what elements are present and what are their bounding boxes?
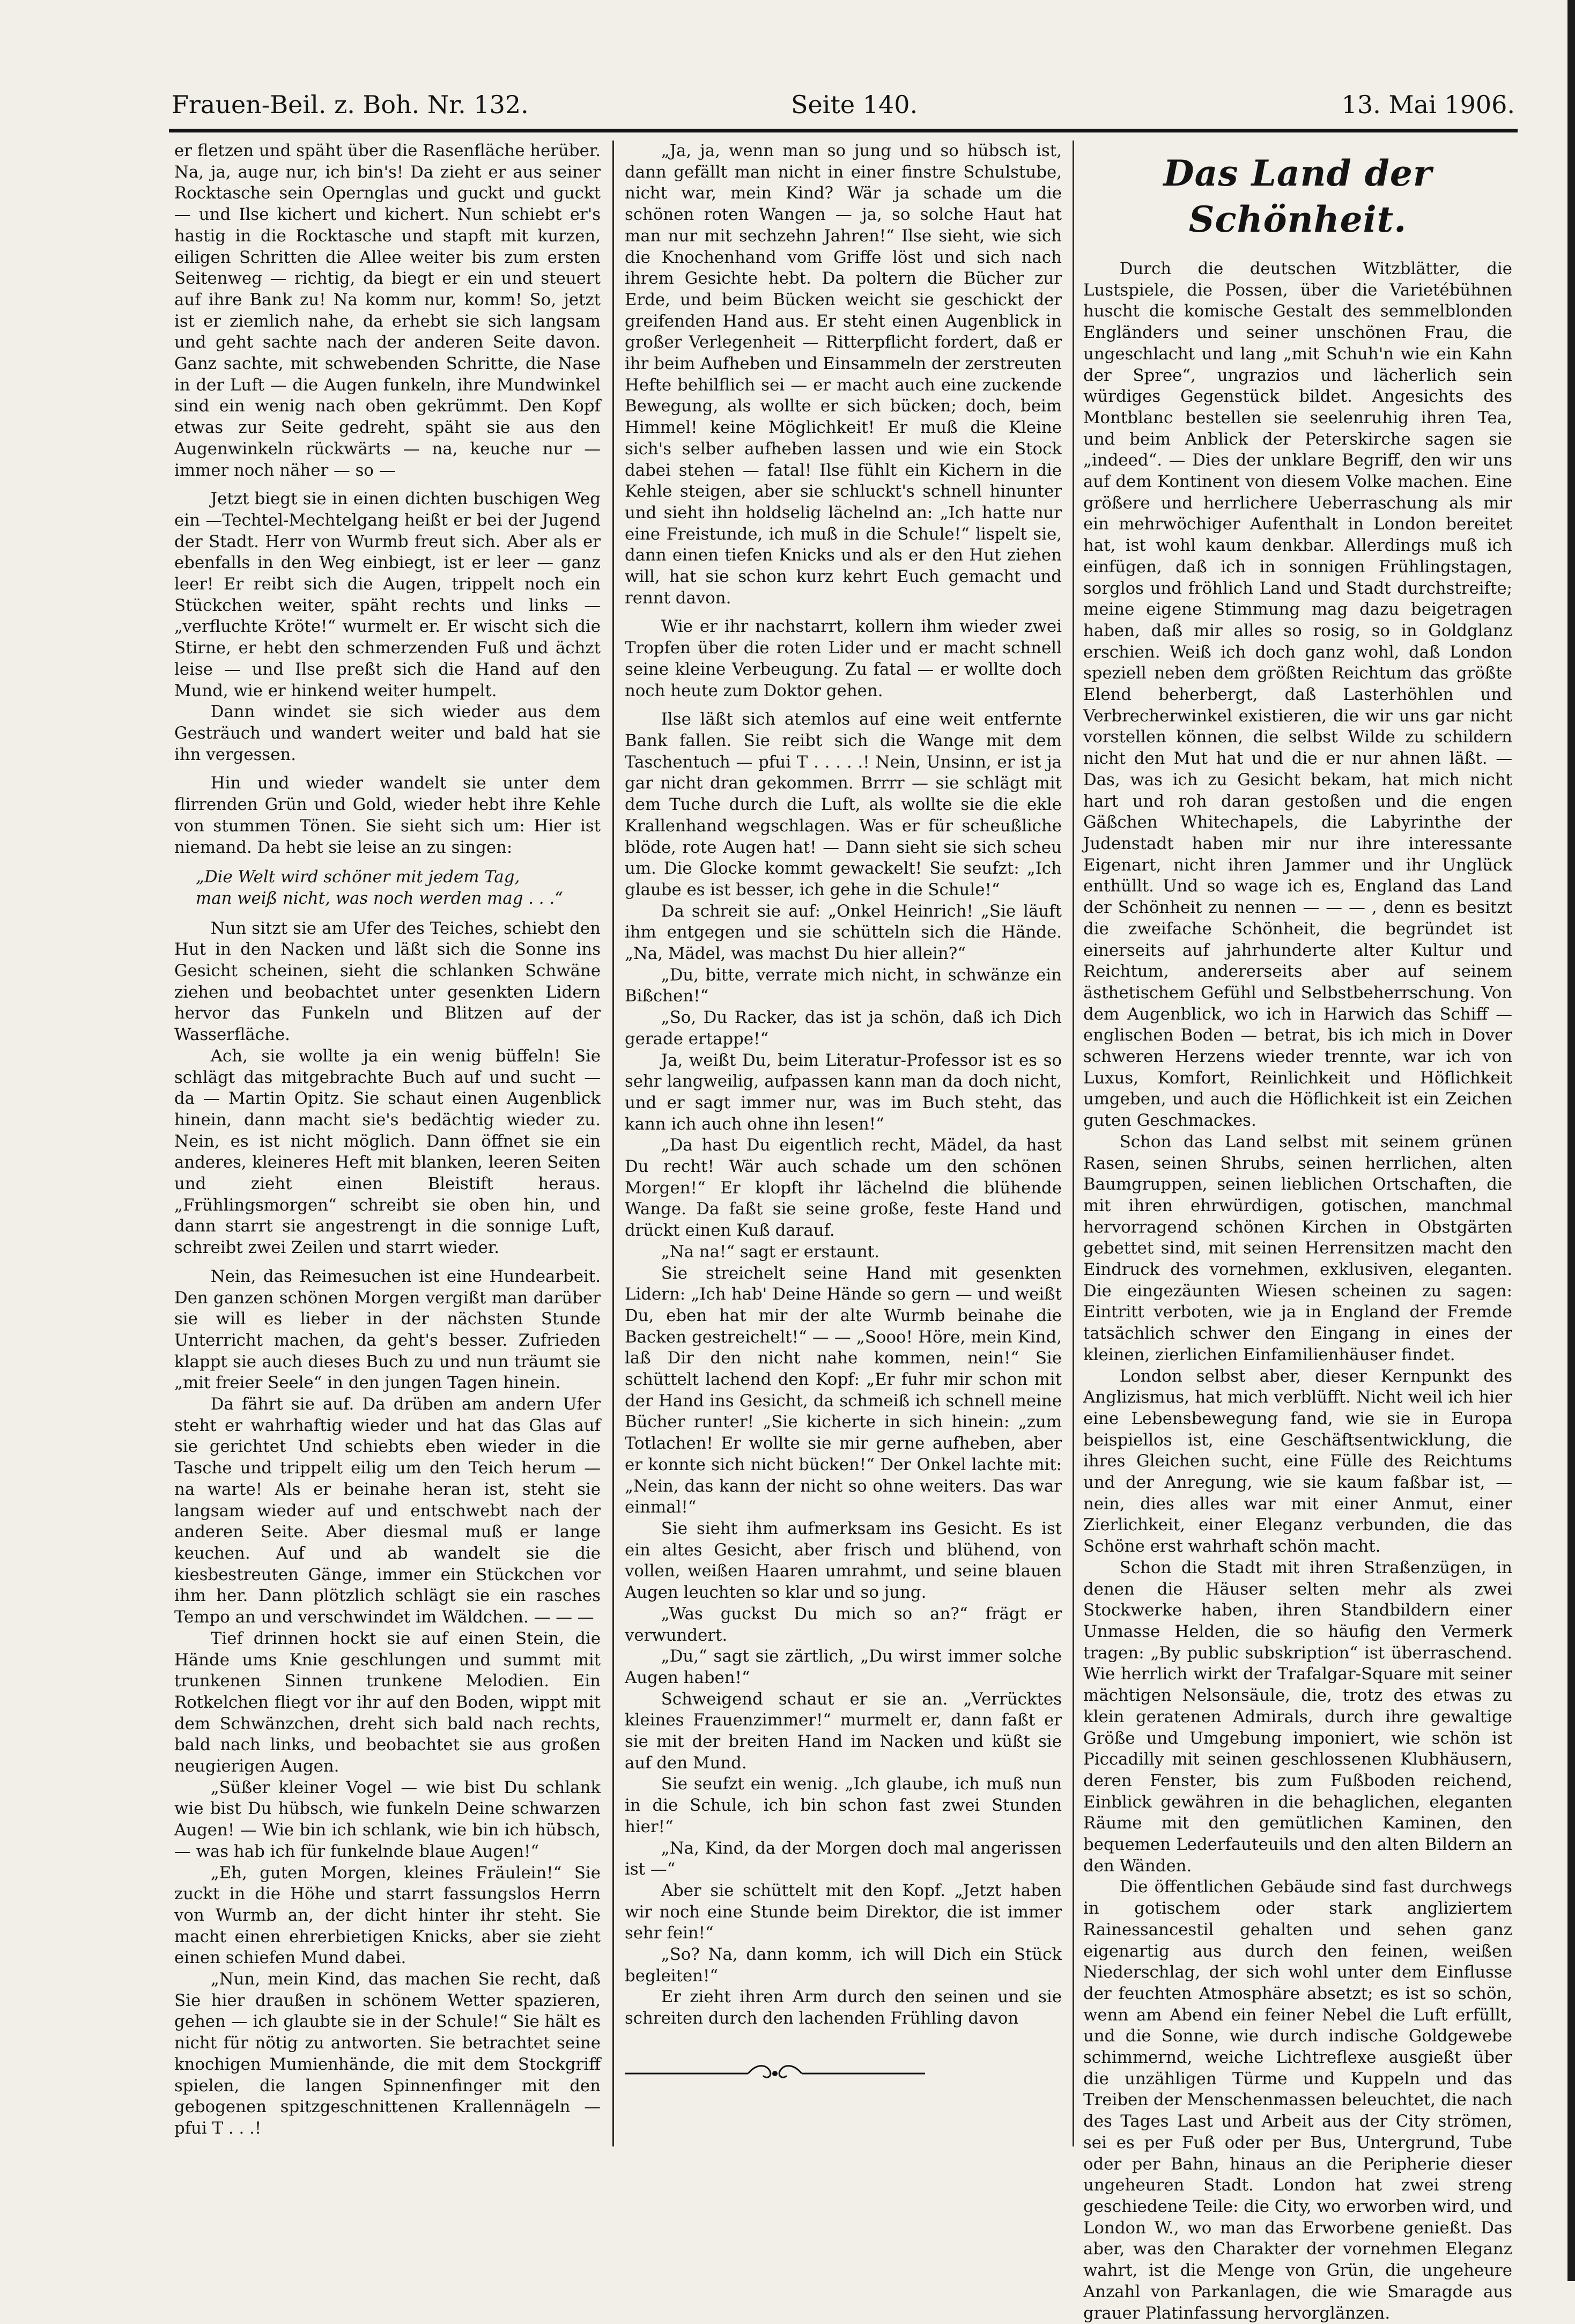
paragraph: „Da hast Du eigentlich recht, Mädel, da hast Du recht! Wär auch schade um den schönen Morgen!“ Er klopft ihr lächelnd die blühende Wange. Da faßt sie seine große, feste Hand und drückt einen Kuß darauf. — [625, 1135, 1062, 1241]
verse-line: „Die Welt wird schöner mit jedem Tag, — [196, 867, 520, 887]
column-1 — [174, 141, 601, 2139]
paragraph: „Was guckst Du mich so an?“ frägt er verwundert. — [625, 1604, 1062, 1645]
paragraph: „Du,“ sagt sie zärtlich, „Du wirst immer solche Augen haben!“ — [625, 1647, 1062, 1687]
paragraph: „Süßer kleiner Vogel — wie bist Du schlank wie bist Du hübsch, wie funkeln Deine schwarzen Augen! — Wie bin ich schlank, wie bin ich hübsch, — was hab ich für funkelnde blaue Augen!“ — [174, 1777, 601, 1861]
paragraph: Schon das Land selbst mit seinem grünen Rasen, seinen Shrubs, seinen herrlichen, alten Baumgruppen, seinen lieblichen Ortschaften, die mit ihren ehrwürdigen, gotischen, manchmal hervorragend schönen Kirchen in Obstgärten gebettet sind, mit seinen Herrensitzen macht den Eindruck des vornehmen, exklusiven, eleganten. Die eingezäunten Wiesen scheinen zu sagen: Eintritt verboten, wie ja in England der Fremde tatsächlich schwer den Eingang in eines der kleinen, zierlichen Einfamilienhäuser findet. — [1083, 1132, 1512, 1364]
paragraph: Dann windet sie sich wieder aus dem Gesträuch und wandert weiter und bald hat sie ihn vergessen. — [174, 702, 601, 764]
paragraph: Er zieht ihren Arm durch den seinen und sie schreiten durch den lachenden Frühling davon — [625, 1987, 1062, 2028]
column-3 — [1083, 141, 1512, 2324]
paragraph: Nein, das Reimesuchen ist eine Hundearbeit. Den ganzen schönen Morgen vergißt man darüber sie will es lieber in der nächsten Stunde Unterricht machen, da geht's besser. Zufrieden klappt sie auch dieses Buch zu und nun träumt sie „mit freier Seele“ in den jungen Tagen hinein. — [174, 1266, 601, 1393]
column-divider-2 — [1073, 141, 1074, 2146]
paragraph: Durch die deutschen Witzblätter, die Lustspiele, die Possen, über die Varietébühnen huscht die komische Gestalt des semmelblonden Engländers und seiner unschönen Frau, die ungeschlacht und lang „mit Schuh'n wie ein Kahn der Spree“, ungrazios und lächerlich sein würdiges Gegenstück bildet. Angesichts des Montblanc bestellen sie seelenruhig ihren Tea, und beim Anblick der Peterskirche sagen sie „indeed“. — Dies der unklare Begriff, den wir uns auf dem Kontinent von diesem Volke machen. Eine größere und herrlichere Ueberraschung als mir ein mehrwöchiger Aufenthalt in London bereitet hat, ist wohl kaum denkbar. Allerdings muß ich einfügen, daß ich in sonnigen Frühlingstagen, sorglos und fröhlich Land und Stadt durchstreifte; meine eigene Stimmung mag dazu beigetragen haben, daß mir alles so rosig, so in Goldglanz erschien. Weiß ich doch ganz wohl, daß London speziell neben dem größten Reichtum das größte Elend beherbergt, daß Lasterhöhlen und Verbrecherwinkel existieren, die wir uns gar nicht vorstellen können, die selbst Wilde zu schildern nicht den Mut hat und die er nur ahnen läßt. — Das, was ich zu Gesicht bekam, hat mich nicht hart und roh daran gestoßen und die engen Gäßchen Whitechapels, die Labyrinthe der Judenstadt haben mir nur ihre interessante Eigenart, nicht ihren Jammer und ihr Unglück enthüllt. Und so wage ich es, England das Land der Schönheit zu nennen — — — , denn es besitzt die zweifache Schönheit, die begründet ist einerseits auf jahrhunderte alter Kultur und Reichtum, andererseits aber auf seinem ästhetischem Gefühl und Selbstbeherrschung. Von dem Augenblick, wo ich in Harwich das Schiff — englischen Boden — betrat, bis ich mich in Dover schweren Herzens wieder trennte, war ich von Luxus, Komfort, Reinlichkeit und Höflichkeit umgeben, und auch die Höflichkeit ist ein Zeichen guten Geschmackes. — [1083, 259, 1512, 1131]
paragraph: „So, Du Racker, das ist ja schön, daß ich Dich gerade ertappe!“ — [625, 1008, 1062, 1049]
paragraph: Ilse läßt sich atemlos auf eine weit entfernte Bank fallen. Sie reibt sich die Wange mit dem Taschentuch — pfui T . . . . .! Nein, Unsinn, er ist ja gar nicht dran gekommen. Brrrr — sie schlägt mit dem Tuche durch die Luft, als wollte sie die ekle Krallenhand wegschlagen. Was er für scheußliche blöde, rote Augen hat! — Dann sieht sie sich scheu um. Die Glocke kommt gewackelt! Sie seufzt: „Ich glaube es ist besser, ich gehe in die Schule!“ — [625, 710, 1062, 899]
paragraph: „Eh, guten Morgen, kleines Fräulein!“ Sie zuckt in die Höhe und starrt fassungslos Herrn von Wurmb an, der dicht hinter ihr steht. Sie macht einen ehrerbietigen Knicks, aber sie zieht einen schiefen Mund dabei. — [174, 1863, 601, 1968]
paragraph: Nun sitzt sie am Ufer des Teiches, schiebt den Hut in den Nacken und läßt sich die Sonne ins Gesicht scheinen, sieht die schlanken Schwäne ziehen und beobachtet unter gesenkten Lidern hervor das Funkeln und Blitzen auf der Wasserfläche. — [174, 918, 601, 1045]
paragraph: Sie streichelt seine Hand mit gesenkten Lidern: „Ich hab' Deine Hände so gern — und weißt Du, eben hat mir der alte Wurmb beinahe die Backen gestreichelt!“ — — „Sooo! Höre, mein Kind, laß Dir den nicht nahe kommen, nein!“ Sie schüttelt lachend den Kopf: „Er fuhr mir schon mit der Hand ins Gesicht, da schmeiß ich schnell meine Bücher runter! „Sie kicherte in sich hinein: „zum Totlachen! Er wollte sie mir gerne aufheben, aber er konnte sich nicht bücken!“ Der Onkel lachte mit: „Nein, das kann der nicht so ohne weiters. Das war einmal!“ — [625, 1263, 1062, 1517]
paragraph: Aber sie schüttelt mit den Kopf. „Jetzt haben wir noch eine Stunde beim Direktor, die ist immer sehr fein!“ — [625, 1880, 1062, 1943]
end-ornament — [625, 2063, 925, 2084]
paragraph: Ach, sie wollte ja ein wenig büffeln! Sie schlägt das mitgebrachte Buch auf und sucht — da — Martin Opitz. Sie schaut einen Augenblick hinein, dann macht sie's bedächtig wieder zu. Nein, es ist nicht möglich. Dann öffnet sie ein anderes, kleineres Heft mit blanken, leeren Seiten und zieht einen Bleistift heraus. „Frühlingsmorgen“ schreibt sie oben hin, und dann starrt sie angestrengt in die sonnige Luft, schreibt zwei Zeilen und starrt wieder. — [174, 1046, 601, 1258]
verse-line: man weiß nicht, was noch werden mag . . .“ — [196, 888, 563, 908]
paragraph: Da fährt sie auf. Da drüben am andern Ufer steht er wahrhaftig wieder und hat das Glas auf sie gerichtet Und schiebts eben wieder in die Tasche und trippelt eilig um den Teich herum — na warte! Als er beinahe heran ist, steht sie langsam wieder auf und entschwebt nach der anderen Seite. Aber diesmal muß er lange keuchen. Auf und ab wandelt sie die kiesbestreuten Gänge, immer ein Stückchen vor ihm her. Dann plötzlich schlägt sie ein rasches Tempo an und verschwindet im Wäldchen. — — — — [174, 1395, 601, 1627]
paragraph: „Na na!“ sagt er erstaunt. — [661, 1242, 880, 1261]
paragraph: „Ja, ja, wenn man so jung und so hübsch ist, dann gefällt man nicht in einer finstre Schulstube, nicht war, mein Kind? Wär ja schade um die schönen roten Wangen — ja, so solche Haut hat man nur mit sechzehn Jahren!“ Ilse sieht, wie sich die Knochenhand vom Griffe löst und sich nach ihrem Gesichte hebt. Da poltern die Bücher zur Erde, und beim Bücken weicht sie geschickt der greifenden Hand aus. Er steht einen Augenblick in großer Verlegenheit — Ritterpflicht fordert, daß er ihr beim Aufheben und Einsammeln der zerstreuten Hefte behilflich sei — er macht auch eine zuckende Bewegung, als wollte er sich bücken; doch, beim Himmel! keine Möglichkeit! Er muß die Kleine sich's selber aufheben lassen und wie ein Stock dabei stehen — fatal! Ilse fühlt ein Kichern in die Kehle steigen, aber sie schluckt's schnell hinunter und sieht ihn holdselig lächelnd an: „Ich hatte nur eine Freistunde, ich muß in die Schule!“ lispelt sie, dann einen tiefen Knicks und als er den Hut ziehen will, hat sie schon kurz kehrt Euch gemacht und rennt davon. — [625, 141, 1062, 608]
paragraph: Die öffentlichen Gebäude sind fast durchwegs in gotischem oder stark angliziertem Rainessancestil gehalten und sehen ganz eigenartig aus durch den feinen, weißen Niederschlag, der sich wohl unter dem Einflusse der feuchten Atmosphäre absetzt; es ist so schön, wenn am Abend ein feiner Nebel die Luft erfüllt, und die Sonne, wie durch indische Goldgewebe schimmernd, weiche Lichtreflexe ausgießt über die unzähligen Türme und Kuppeln und das Treiben der Menschenmassen beleuchtet, die nach des Tages Last und Arbeit aus der City strömen, sei es per Fuß oder per Bus, Untergrund, Tube oder per Bahn, hinaus an die Peripherie dieser ungeheuren Stadt. London hat zwei streng geschiedene Teile: die City, wo erworben wird, und London W., wo man das Erworbene genießt. Das aber, was den Charakter der vornehmen Eleganz wahrt, ist die Menge von Grün, die ungeheure Anzahl von Parkanlagen, die wie Smaragde aus grauer Platinfassung hervorglänzen. — [1083, 1877, 1512, 2323]
paragraph: „Na, Kind, da der Morgen doch mal angerissen ist —“ — [625, 1838, 1062, 1879]
paragraph: er fletzen und späht über die Rasenfläche herüber. Na, ja, auge nur, ich bin's! Da zieht er aus seiner Rocktasche sein Opernglas und guckt und guckt — und Ilse kichert und kichert. Nun schiebt er's hastig in die Rocktasche und stapft mit kurzen, eiligen Schritten die Allee weiter bis zum ersten Seitenweg — richtig, da biegt er ein und steuert auf ihre Bank zu! Na komm nur, komm! So, jetzt ist er ziemlich nahe, da erhebt sie sich langsam und geht sachte nach der anderen Seite davon. Ganz sachte, mit schwebenden Schritte, die Nase in der Luft — die Augen funkeln, ihre Mundwinkel sind ein wenig nach oben gekrümmt. Den Kopf etwas zur Seite gedreht, späht sie aus den Augenwinkeln rückwärts — na, keuche nur — immer noch näher — so — — [174, 141, 601, 480]
header-page-number: Seite 140. — [791, 90, 918, 119]
paragraph: Wie er ihr nachstarrt, kollern ihm wieder zwei Tropfen über die roten Lider und er macht schnell seine kleine Verbeugung. Zu fatal — er wollte doch noch heute zum Doktor gehen. — [625, 617, 1062, 700]
page-header — [172, 80, 1515, 129]
paragraph: Da schreit sie auf: „Onkel Heinrich! „Sie läuft ihm entgegen und sie schütteln sich die Hände. „Na, Mädel, was machst Du hier allein?“ — [625, 901, 1062, 964]
song-verse — [196, 867, 601, 909]
paragraph: Tief drinnen hockt sie auf einen Stein, die Hände ums Knie geschlungen und summt mit trunkenen Sinnen trunkene Melodien. Ein Rotkelchen fliegt vor ihr auf den Boden, wippt mit dem Schwänzchen, dreht sich bald nach rechts, bald nach links, und beobachtet sie aus großen neugierigen Augen. — [174, 1628, 601, 1776]
paragraph: Schweigend schaut er sie an. „Verrücktes kleines Frauenzimmer!“ murmelt er, dann faßt er sie mit der breiten Hand im Nacken und küßt sie auf den Mund. — [625, 1689, 1062, 1773]
scan-edge — [1567, 0, 1575, 2281]
header-publication: Frauen-Beil. z. Boh. Nr. 132. — [172, 90, 529, 119]
paragraph: Ja, weißt Du, beim Literatur-Professor ist es so sehr langweilig, aufpassen kann man da doch nicht, und er sagt immer nur, was im Buch steht, das kann ich auch ohne ihn lesen!“ — [625, 1050, 1062, 1134]
header-rule — [169, 129, 1518, 132]
paragraph: London selbst aber, dieser Kernpunkt des Anglizismus, hat mich verblüfft. Nicht weil ich hier eine Lebensbewegung fand, wie sie in Europa beispiellos ist, eine Geschäftsentwicklung, die ihres Gleichen sucht, eine Fülle des Reichtums und der Anregung, wie sie kaum faßbar ist, — nein, dies alles war mit einer Anmut, einer Zierlichkeit, einer Eleganz verbunden, die das Schöne erst wahrhaft schön macht. — [1083, 1366, 1512, 1556]
column-2 — [625, 141, 1062, 2090]
paragraph: „Du, bitte, verrate mich nicht, in schwänze ein Bißchen!“ — [625, 965, 1062, 1006]
article-title: Das Land der Schönheit. — [1163, 152, 1432, 240]
column-divider-1 — [612, 141, 614, 2146]
paragraph: „So? Na, dann komm, ich will Dich ein Stück begleiten!“ — [625, 1945, 1062, 1986]
paragraph: Sie sieht ihm aufmerksam ins Gesicht. Es ist ein altes Gesicht, aber frisch und blühend, von vollen, weißen Haaren umrahmt, und seine blauen Augen leuchten so klar und so jung. — [625, 1519, 1062, 1603]
paragraph: Sie seufzt ein wenig. „Ich glaube, ich muß nun in die Schule, ich bin schon fast zwei Stunden hier!“ — [625, 1774, 1062, 1836]
paragraph: Jetzt biegt sie in einen dichten buschigen Weg ein —Techtel-Mechtelgang heißt er bei der Jugend der Stadt. Herr von Wurmb freut sich. Aber als er ebenfalls in den Weg einbiegt, ist er leer — ganz leer! Er reibt sich die Augen, trippelt noch ein Stückchen weiter, späht rechts und links — „verfluchte Kröte!“ wurmelt er. Er wischt sich die Stirne, er hebt den schmerzenden Fuß und ächzt leise — und Ilse preßt sich die Hand auf den Mund, wie er hinkend weiter humpelt. — [174, 489, 601, 700]
paragraph: Schon die Stadt mit ihren Straßenzügen, in denen die Häuser selten mehr als zwei Stockwerke haben, ihren Standbildern einer Unmasse Helden, die so häufig den Vermerk tragen: „By public subskription“ ist überraschend. Wie herrlich wirkt der Trafalgar-Square mit seiner mächtigen Nelsonsäule, die, trotz des etwas zu klein geratenen Admirals, durch ihre gewaltige Größe und Umgebung imponiert, wie schön ist Piccadilly mit seinen geschlossenen Klubhäusern, deren Fenster, bis zum Fußboden reichend, Einblick gewähren in die behaglichen, eleganten Räume mit den gemütlichen Kaminen, den bequemen Lederfauteuils und den alten Bildern an den Wänden. — [1083, 1558, 1512, 1876]
paragraph: Hin und wieder wandelt sie unter dem flirrenden Grün und Gold, wieder hebt ihre Kehle von stummen Tönen. Sie sieht sich um: Hier ist niemand. Da hebt sie leise an zu singen: — [174, 773, 601, 857]
paragraph: „Nun, mein Kind, das machen Sie recht, daß Sie hier draußen in schönem Wetter spazieren, gehen — ich glaubte sie in der Schule!“ Sie hält es nicht für nötig zu antworten. Sie betrachtet seine knochigen Mumienhände, die mit dem Stockgriff spielen, die langen Spinnenfinger mit den gebogenen spitzgeschnittenen Krallennägeln — pfui T . . .! — [174, 1969, 601, 2138]
header-date: 13. Mai 1906. — [1341, 90, 1515, 119]
